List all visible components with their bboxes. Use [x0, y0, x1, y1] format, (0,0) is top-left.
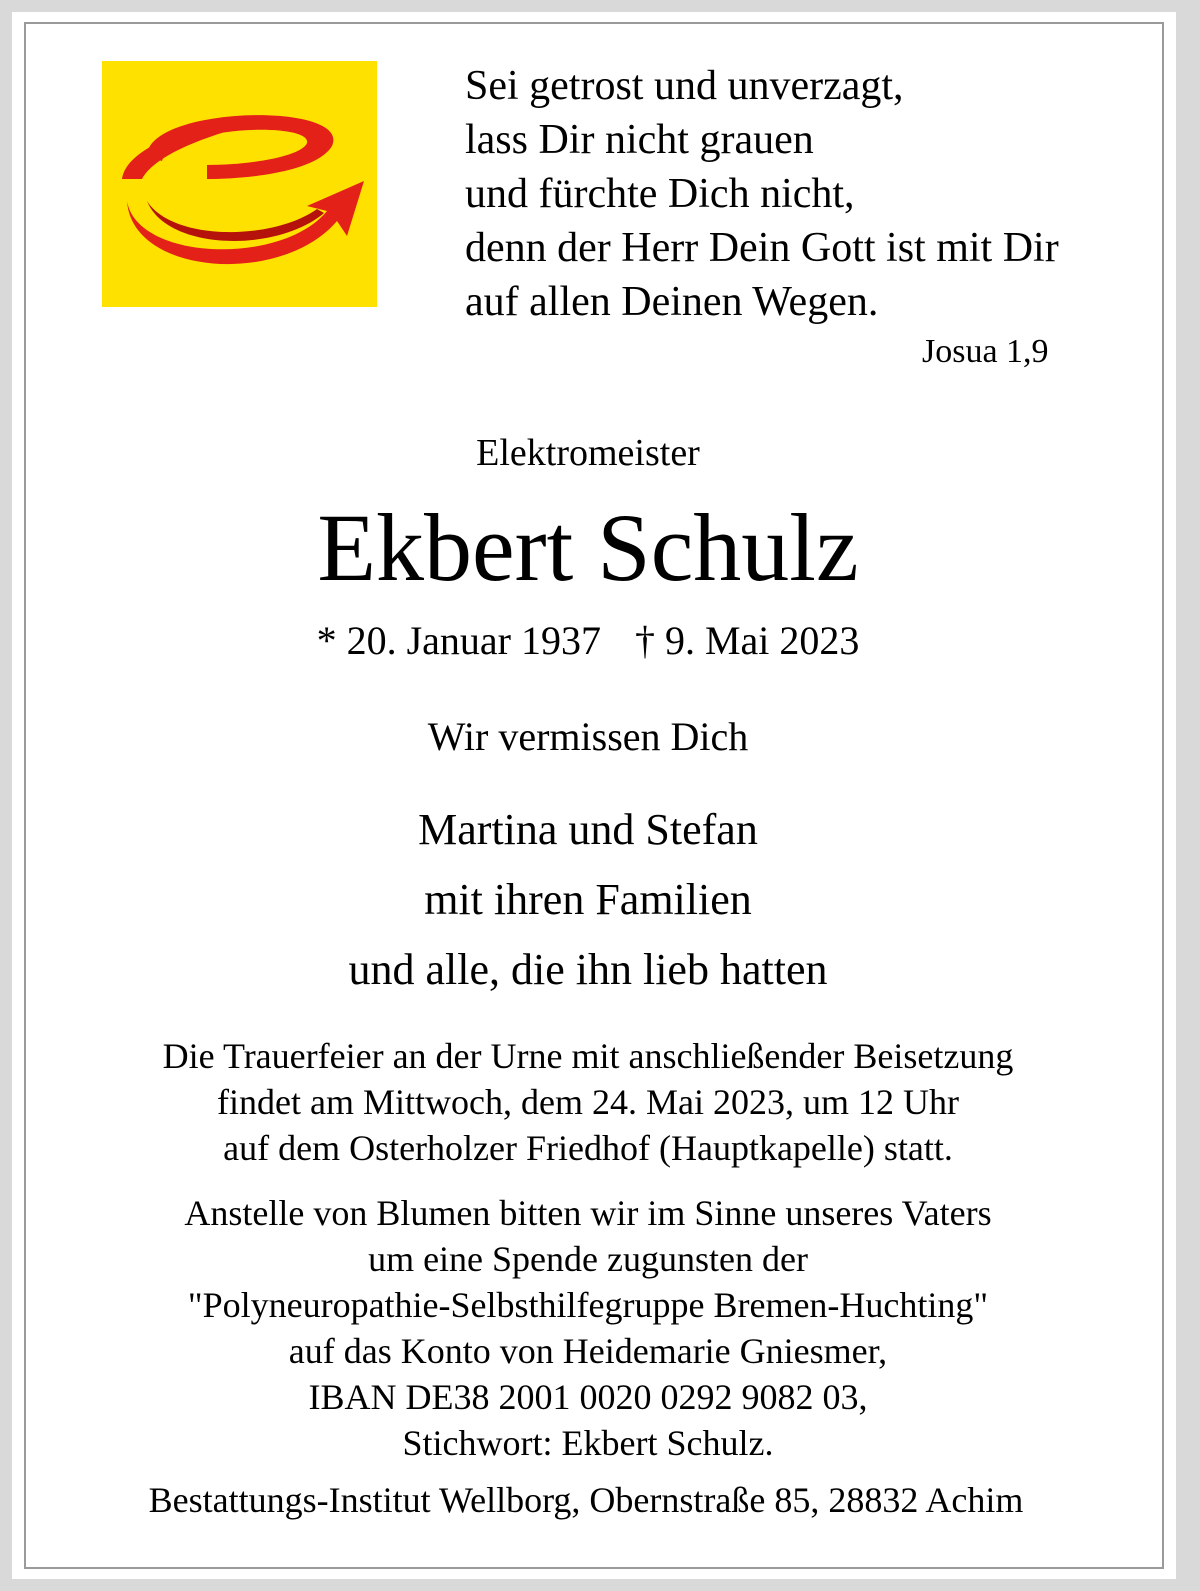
donation-line: IBAN DE38 2001 0020 0292 9082 03,	[308, 1377, 868, 1417]
verse-line: auf allen Deinen Wegen.	[465, 279, 879, 325]
donation-line: Anstelle von Blumen bitten wir im Sinne unseres Vaters	[184, 1193, 992, 1233]
donation-line: "Polyneuropathie-Selbsthilfegruppe Bremen-Huchting"	[187, 1285, 989, 1325]
bible-verse	[465, 59, 1165, 329]
funeral-line: findet am Mittwoch, dem 24. Mai 2023, um 12 Uhr	[217, 1082, 959, 1122]
mourners-line: und alle, die ihn lieb hatten	[348, 945, 828, 994]
mourning-message: Wir vermissen Dich	[427, 714, 749, 759]
funeral-home: Bestattungs-Institut Wellborg, Obernstraße 85, 28832 Achim	[148, 1480, 1024, 1520]
donation-request	[6, 1190, 1170, 1466]
funeral-details	[6, 1033, 1170, 1171]
mourners	[6, 795, 1170, 1005]
verse-line: und fürchte Dich nicht,	[465, 171, 855, 217]
verse-line: lass Dir nicht grauen	[465, 117, 814, 163]
verse-line: Sei getrost und unverzagt,	[465, 63, 904, 109]
profession: Elektromeister	[476, 432, 700, 474]
funeral-line: auf dem Osterholzer Friedhof (Hauptkapelle) statt.	[223, 1128, 953, 1168]
verse-line: denn der Herr Dein Gott ist mit Dir	[465, 225, 1059, 271]
donation-line: Stichwort: Ekbert Schulz.	[402, 1423, 774, 1463]
donation-line: um eine Spende zugunsten der	[368, 1239, 808, 1279]
mourners-line: mit ihren Familien	[424, 875, 752, 924]
death-date: † 9. Mai 2023	[634, 618, 860, 663]
funeral-line: Die Trauerfeier an der Urne mit anschließender Beisetzung	[162, 1036, 1014, 1076]
e-marke-arrow-icon	[102, 61, 377, 307]
birth-date: * 20. Januar 1937	[316, 618, 601, 663]
donation-line: auf das Konto von Heidemarie Gniesmer,	[288, 1331, 888, 1371]
e-marke-logo	[102, 61, 377, 307]
life-dates	[6, 616, 1170, 666]
mourners-line: Martina und Stefan	[418, 805, 758, 854]
obituary-notice	[12, 12, 1176, 1579]
deceased-name: Ekbert Schulz	[317, 494, 859, 601]
verse-reference: Josua 1,9	[922, 333, 1049, 370]
